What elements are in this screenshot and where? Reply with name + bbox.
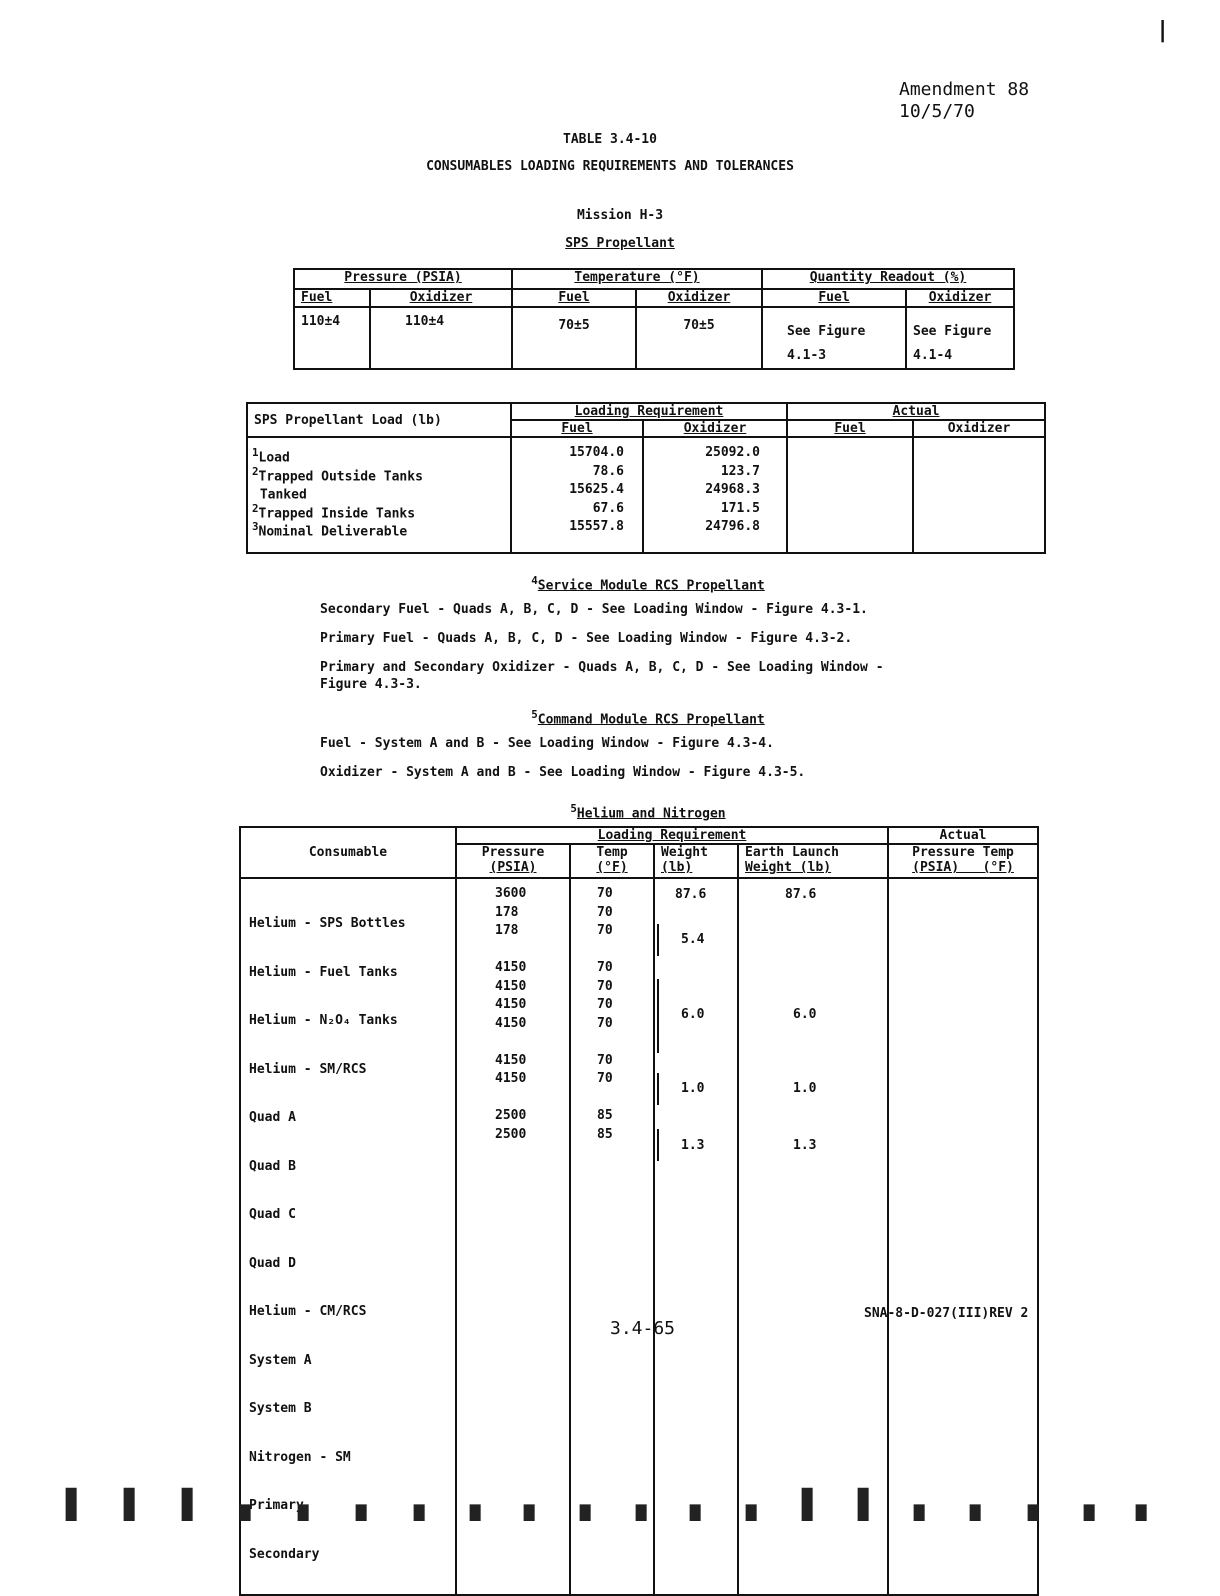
consumable-label: Quad B (249, 1158, 296, 1174)
temp-oxidizer-value: 70±5 (636, 307, 762, 369)
consumable-label: Primary (249, 1498, 304, 1513)
cm-rcs-heading: $^5$Command Module RCS Propellant (531, 708, 765, 728)
temp-value: 70 (597, 978, 613, 994)
load-row-label: $^1$Load (252, 446, 290, 466)
weight-brace (657, 1129, 659, 1161)
actual-header: Actual (888, 827, 1038, 844)
pressure-value: 4150 (495, 1071, 527, 1086)
load-row-label: $^2$Trapped Inside Tanks (252, 501, 416, 521)
scan-mark: ▌ (858, 1488, 880, 1521)
pressure-header: Pressure (PSIA) (456, 844, 570, 878)
cm-rcs-line: Fuel - System A and B - See Loading Window - Figure 4.3-4. (320, 736, 774, 751)
earth-launch-header: Earth Launch Weight (lb) (738, 844, 888, 878)
oxidizer-header: Oxidizer (643, 420, 787, 437)
mission-label: Mission H-3 (576, 208, 664, 223)
temp-value: 85 (597, 1108, 613, 1123)
pressure-header: Pressure (PSIA) (294, 269, 512, 289)
earth-cm-rcs: 1.0 (793, 1081, 817, 1096)
weight-n2: 1.3 (681, 1138, 705, 1153)
scan-mark: ▖ (970, 1488, 992, 1521)
pressure-value: 4150 (495, 1015, 527, 1031)
pressure-value: 4150 (495, 1052, 527, 1068)
weight-sps: 87.6 (675, 887, 707, 902)
scan-mark: ▖ (580, 1488, 602, 1521)
consumable-label: Quad A (249, 1110, 296, 1125)
actual-oxidizer-cell (913, 437, 1045, 553)
scan-mark: ▖ (746, 1488, 768, 1521)
corner-mark: | (1156, 18, 1170, 43)
temp-value: 85 (597, 1126, 613, 1142)
sm-rcs-line: Figure 4.3-3. (320, 677, 422, 692)
scan-mark: ▖ (240, 1488, 262, 1521)
helium-heading: $^5$Helium and Nitrogen (570, 802, 726, 822)
temp-value: 70 (597, 904, 613, 920)
sps-propellant-table (293, 268, 1015, 370)
temp-value: 70 (597, 1052, 613, 1068)
temp-value (597, 941, 647, 960)
temp-value: 70 (597, 923, 613, 938)
consumable-label: Nitrogen - SM (249, 1449, 351, 1465)
temp-value: 70 (597, 1071, 613, 1086)
consumable-label: Quad C (249, 1207, 296, 1222)
sub-header: Oxidizer (906, 289, 1014, 307)
scan-mark: ▌ (124, 1488, 146, 1521)
scan-mark: ▖ (356, 1488, 378, 1521)
consumable-label: Helium - Fuel Tanks (249, 964, 398, 980)
consumable-label: Helium - N₂O₄ Tanks (249, 1013, 398, 1028)
temperature-header: Temperature (°F) (512, 269, 762, 289)
scan-mark: ▌ (182, 1488, 204, 1521)
loading-requirement-header: Loading Requirement (456, 827, 888, 844)
sm-rcs-heading: $^4$Service Module RCS Propellant (531, 574, 765, 594)
pressure-value: 3600 (495, 886, 527, 901)
pressure-value (495, 1033, 563, 1052)
sub-header: Fuel (762, 289, 906, 307)
weight-tanks: 5.4 (681, 932, 705, 947)
oxidizer-value: 171.5 (720, 500, 760, 516)
table-title: CONSUMABLES LOADING REQUIREMENTS AND TOLERANCES (426, 159, 794, 174)
earth-sm-rcs: 6.0 (793, 1007, 817, 1022)
sm-rcs-line: Primary and Secondary Oxidizer - Quads A, B, C, D - See Loading Window - (320, 660, 884, 675)
sps-propellant-heading: SPS Propellant (565, 236, 675, 251)
temp-value: 70 (597, 960, 613, 975)
oxidizer-value: 123.7 (720, 463, 760, 479)
sps-load-labels (247, 437, 511, 553)
consumable-label: Helium - SM/RCS (249, 1061, 367, 1077)
load-row-label: Tanked (252, 487, 307, 503)
consumable-label: System B (249, 1401, 312, 1416)
qty-fuel-value: See Figure 4.1-3 (762, 307, 906, 369)
weight-brace (657, 979, 659, 1053)
scan-mark: ▖ (914, 1488, 936, 1521)
scan-mark: ▖ (636, 1488, 658, 1521)
temp-value (597, 1033, 647, 1052)
sm-rcs-line: Primary Fuel - Quads A, B, C, D - See Loading Window - Figure 4.3-2. (320, 631, 853, 646)
actual-cell (888, 878, 1038, 1595)
pressure-fuel-value: 110±4 (294, 307, 370, 369)
fuel-value: 78.6 (592, 463, 624, 479)
pressure-value: 4150 (495, 997, 527, 1012)
table-number: TABLE 3.4-10 (563, 132, 657, 147)
weight-header: Weight (lb) (654, 844, 738, 878)
pressure-value: 2500 (495, 1126, 527, 1142)
scan-mark: ▖ (470, 1488, 492, 1521)
pressure-value (495, 1089, 563, 1108)
actual-fuel-cell (787, 437, 913, 553)
oxidizer-value: 25092.0 (705, 445, 760, 460)
fuel-header: Fuel (511, 420, 643, 437)
actual-sub-header: Pressure Temp (PSIA) (°F) (888, 844, 1038, 878)
sps-load-fuel-values (511, 437, 643, 553)
scan-mark: ▌ (66, 1488, 88, 1521)
scan-mark: ▖ (1084, 1488, 1106, 1521)
sub-header: Fuel (512, 289, 636, 307)
temp-header: Temp (°F) (570, 844, 654, 878)
actual-header: Actual (787, 403, 1045, 420)
scan-mark: ▖ (1136, 1488, 1158, 1521)
actual-fuel-header: Fuel (787, 420, 913, 437)
oxidizer-value: 24968.3 (705, 482, 760, 497)
pressure-value (495, 941, 563, 960)
sub-header: Oxidizer (636, 289, 762, 307)
earth-n2: 1.3 (793, 1138, 817, 1153)
quantity-readout-header: Quantity Readout (%) (762, 269, 1014, 289)
scan-mark: ▖ (524, 1488, 546, 1521)
consumable-label: Helium - SPS Bottles (249, 916, 406, 931)
temp-value: 70 (597, 1015, 613, 1031)
pressure-value: 178 (495, 904, 519, 920)
weight-sm-rcs: 6.0 (681, 1007, 705, 1022)
scan-mark: ▖ (690, 1488, 712, 1521)
amendment-label: Amendment 88 (899, 79, 1030, 100)
oxidizer-value: 24796.8 (705, 519, 760, 534)
load-row-label: $^2$Trapped Outside Tanks (252, 464, 423, 484)
load-row-label: $^3$Nominal Deliverable (252, 520, 408, 540)
weight-cm-rcs: 1.0 (681, 1081, 705, 1096)
sub-header: Oxidizer (370, 289, 512, 307)
temp-value: 70 (597, 886, 613, 901)
consumable-label: Secondary (249, 1546, 320, 1562)
sps-load-oxidizer-values (643, 437, 787, 553)
fuel-value: 15625.4 (569, 482, 624, 497)
weight-brace (657, 924, 659, 956)
loading-requirement-header: Loading Requirement (511, 403, 787, 420)
pressure-value: 4150 (495, 978, 527, 994)
temp-value (597, 1089, 647, 1108)
earth-sps: 87.6 (785, 887, 817, 902)
scan-mark: ▖ (298, 1488, 320, 1521)
cm-rcs-line: Oxidizer - System A and B - See Loading Window - Figure 4.3-5. (320, 765, 806, 780)
qty-oxidizer-value: See Figure 4.1-4 (906, 307, 1014, 369)
amendment-date: 10/5/70 (899, 101, 975, 122)
sub-header: Fuel (294, 289, 370, 307)
sps-load-table (246, 402, 1046, 554)
scan-mark: ▌ (802, 1488, 824, 1521)
weight-brace (657, 1073, 659, 1105)
consumable-label: System A (249, 1352, 312, 1368)
fuel-value: 15704.0 (569, 445, 624, 460)
temp-value: 70 (597, 997, 613, 1012)
consumable-label: Quad D (249, 1255, 296, 1271)
pressure-value: 2500 (495, 1108, 527, 1123)
pressure-oxidizer-value: 110±4 (370, 307, 512, 369)
page-number: 3.4-65 (610, 1318, 676, 1339)
fuel-value: 15557.8 (569, 519, 624, 534)
sm-rcs-line: Secondary Fuel - Quads A, B, C, D - See Loading Window - Figure 4.3-1. (320, 602, 868, 617)
helium-table (239, 826, 1039, 1596)
doc-number: SNA-8-D-027(III)REV 2 (864, 1306, 1029, 1321)
actual-oxidizer-header: Oxidizer (913, 420, 1045, 437)
consumable-header: Consumable (240, 827, 456, 878)
scan-mark: ▖ (414, 1488, 436, 1521)
scan-mark: ▖ (1028, 1488, 1050, 1521)
consumable-label: Helium - CM/RCS (249, 1304, 367, 1319)
fuel-value: 67.6 (592, 500, 624, 516)
sps-load-title: SPS Propellant Load (lb) (247, 403, 511, 437)
temp-fuel-value: 70±5 (512, 307, 636, 369)
pressure-value: 178 (495, 923, 519, 938)
pressure-value: 4150 (495, 960, 527, 975)
